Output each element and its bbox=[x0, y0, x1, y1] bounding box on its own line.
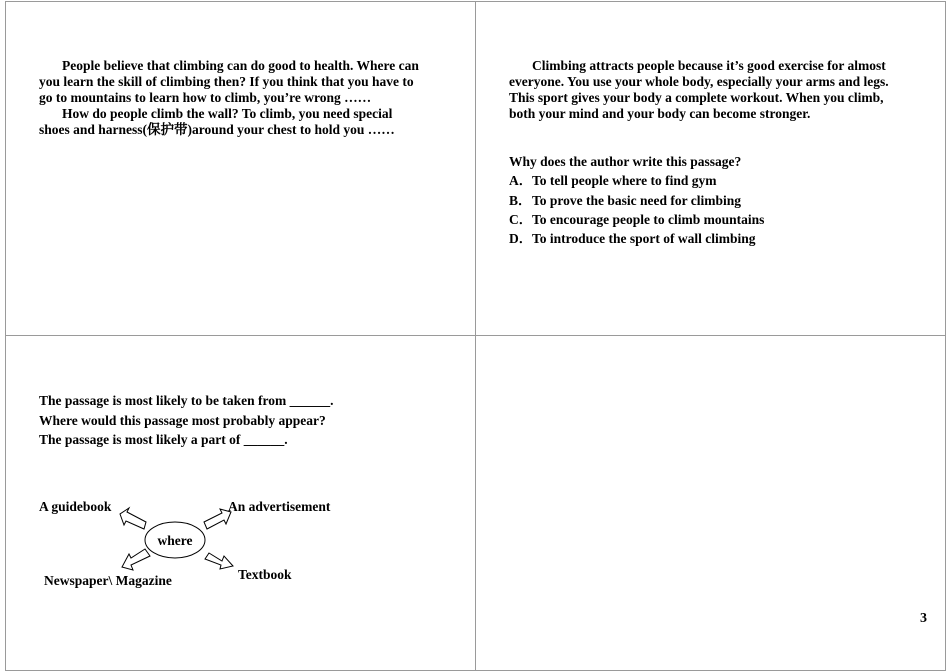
diagram-label-textbook: Textbook bbox=[238, 567, 292, 582]
question-line: The passage is most likely to be taken from ______. bbox=[39, 393, 334, 408]
paragraph-line: This sport gives your body a complete workout. When you climb, bbox=[509, 90, 884, 105]
option-text: To encourage people to climb mountains bbox=[532, 212, 765, 227]
paragraph-line: everyone. You use your whole body, especially your arms and legs. bbox=[509, 74, 889, 89]
option-text: To tell people where to find gym bbox=[532, 173, 717, 188]
question-author-purpose: Why does the author write this passage? bbox=[509, 154, 742, 169]
paragraph-line: you learn the skill of climbing then? If you think that you have to bbox=[39, 74, 414, 89]
diagram-label-newspaper: Newspaper\ Magazine bbox=[44, 573, 172, 588]
arrow-up-right-icon bbox=[204, 509, 231, 529]
paragraph-line: Climbing attracts people because it’s good exercise for almost bbox=[532, 58, 886, 73]
question-line: Where would this passage most probably appear? bbox=[39, 413, 326, 428]
paragraph-line: How do people climb the wall? To climb, you need special bbox=[62, 106, 393, 121]
paragraph-line: both your mind and your body can become stronger. bbox=[509, 106, 811, 121]
page-number: 3 bbox=[920, 611, 927, 626]
option-letter: B． bbox=[509, 193, 532, 208]
option-letter: C． bbox=[509, 212, 533, 227]
option-text: To introduce the sport of wall climbing bbox=[532, 231, 756, 246]
paragraph-line: shoes and harness(保护带)around your chest to hold you …… bbox=[39, 122, 395, 137]
diagram-center-label: where bbox=[157, 533, 193, 548]
paragraph-line: People believe that climbing can do good to health. Where can bbox=[62, 58, 419, 73]
option-letter: D． bbox=[509, 231, 533, 246]
option-letter: A． bbox=[509, 173, 533, 188]
option-text: To prove the basic need for climbing bbox=[532, 193, 742, 208]
arrow-down-right-icon bbox=[205, 553, 233, 569]
arrow-up-left-icon bbox=[120, 508, 146, 529]
diagram-label-advertisement: An advertisement bbox=[228, 499, 331, 514]
arrow-down-left-icon bbox=[122, 549, 150, 570]
question-line: The passage is most likely a part of ______. bbox=[39, 432, 288, 447]
paragraph-line: go to mountains to learn how to climb, you’re wrong …… bbox=[39, 90, 372, 105]
diagram-label-guidebook: A guidebook bbox=[39, 499, 112, 514]
